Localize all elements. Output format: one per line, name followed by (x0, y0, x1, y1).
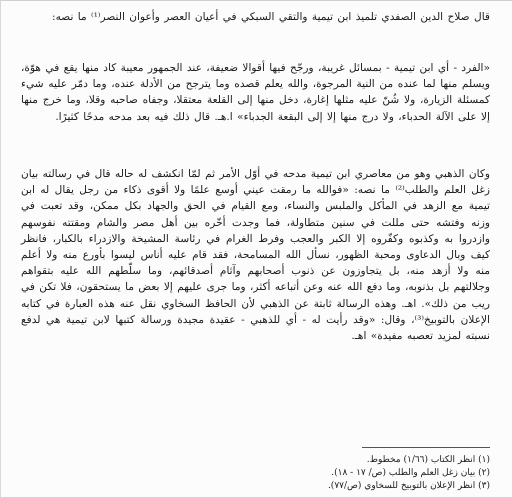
paragraph-intro: قال صلاح الدين الصفدي تلميذ ابن تيمية والتقي السبكي في أعيان العصر وأعوان النصر⁽¹⁾ ما نصه: (52, 11, 490, 23)
footnotes-list (191, 454, 490, 494)
paragraph-dhahabi: وكان الذهبي وهو من معاصري ابن تيمية مدحه في أوّل الأمر ثم لمّا انكشف له حاله قال في رسالته بيان زغل العلم والطلب⁽²⁾ ما نصه: «فوالله ما رمقت عيني أوسع علمًا ولا أقوى ذكاء من رجل يقال له ابن تيمية مع الزهد في المأكل والملبس والنساء، ومع القيام في الحق والجهاد بكل ممكن، وقد تعبت في وزنه وفتشه حتى مللت في سنين متطاولة، فما وجدت أخّره بين أهل مصر والشام ومقتته نفوسهم وازدروا به وكذبوه وكفّروه إلا الكبر والعجب وفرط الغرام في رئاسة المشيخة والازدراء بالكبار، فانظر كيف وبال الدعاوى ومحبة الظهور، نسأل الله المسامحة، فقد قام عليه أناس ليسوا بأورع منه ولا أعلم منه ولا أزهد منه، بل يتجاوزون عن ذنوب أصحابهم وآثام أصدقائهم، وما سلّطهم الله عليه بتقواهم وجلالتهم بل بذنوبه، وما دفع الله عنه وعن أتباعه أكثر، وما جرى عليهم إلا بعض ما يستحقون، فلا تكن في ريب من ذلك». اهـ. وهذه الرسالة ثابتة عن الذهبي لأن الحافظ السخاوي نقل عنه هذه العبارة في كتابه الإعلان بالتوبيخ⁽³⁾، وقال: «وقد رأيت له - أي للذهبي - عقيدة مجيدة ورسالة كتبها لابن تيمية هي لدفع نسبته لمزيد تعصبه مفيدة» اهـ. (21, 168, 490, 343)
footnote-divider (362, 447, 490, 448)
footnote-1: (١) انظر الكتاب (١/٦٦) مخطوط. (366, 455, 490, 465)
paragraph-safadi-quote: «الفرد - أي ابن تيمية - بمسائل غريبة، ورجّح فيها أقوالا ضعيفة، عند الجمهور معيبة كاد منها يقع في هوّة، ويسلم منها لما عنده من النية المرجوة، والله يعلم قصده وما يترجح من الأدلة عنده، وما دمّر عليه شيء كمسئلة الزيارة، ولا شُنّ عليه مثلها إغارة، دخل منها إلى القلعة معتقلا، وجفاه صاحبه وقلا، وما خرج منها إلا على الآلة الحدباء، ولا درج منها إلا إلى البقعة الجدباء» ا.هـ. قال ذلك فيه بعد مدحه مدحًا كثيرًا. (20, 62, 490, 123)
footnote-2: (٢) بيان زغل العلم والطلب (ص/ ١٧ - ١٨). (331, 468, 490, 479)
footnote-3: (٣) انظر الإعلان بالتوبيخ للسخاوي (ص/٧٧). (327, 481, 490, 492)
